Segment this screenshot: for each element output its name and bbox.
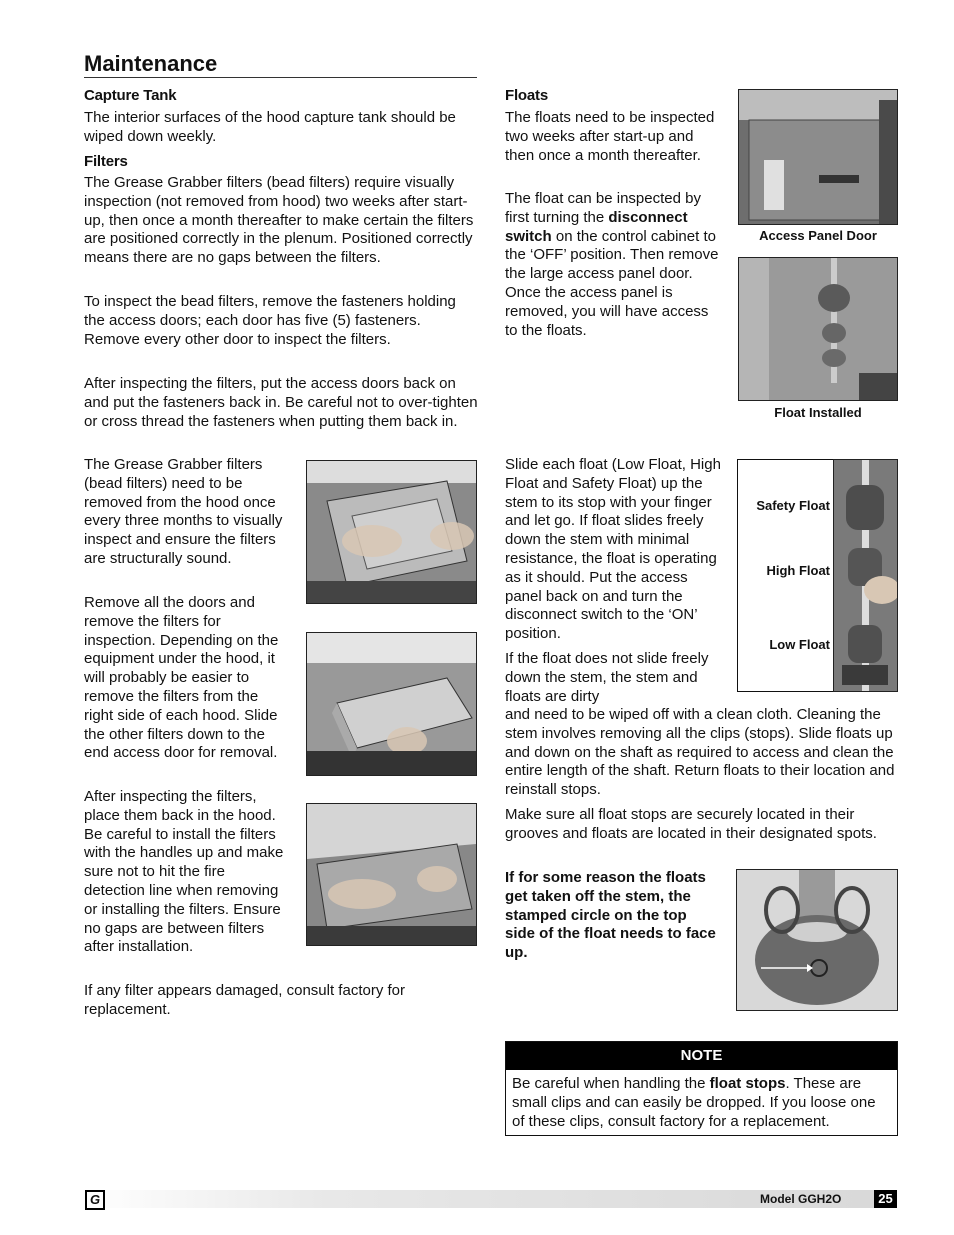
filters-p2: To inspect the bead filters, remove the fasteners holding the access doors; each door has five (5) fasteners. Remove every other door to inspect the filters.	[84, 293, 456, 348]
filters-p5: Remove all the doors and remove the filters for inspection. Depending on the equipment under the hood, it will probably be easier to remove the filters from the right side of each hood. Slide the other filters down to the end access door for removal.	[84, 594, 279, 762]
float-top-photo	[736, 869, 898, 1011]
caption-float-installed: Float Installed	[774, 405, 862, 420]
capture-tank-text: The interior surfaces of the hood capture tank should be wiped down weekly.	[84, 109, 456, 145]
float-stem-photo	[833, 459, 898, 692]
note-heading: NOTE	[506, 1042, 897, 1070]
filters-p6: After inspecting the filters, place them back in the hood. Be careful to install the filters with the handles up and make sure not to hit the fire detection line when removing or installing the filters. Ensure no gaps are between filters after installation.	[84, 788, 284, 956]
filter-photo-2	[306, 632, 477, 776]
filters-p3: After inspecting the filters, put the access doors back on and put the fasteners back in. Be careful not to over-tighten or cross thread the fasteners when putting them back in.	[84, 375, 478, 430]
note-box	[505, 1041, 898, 1136]
filters-p1: The Grease Grabber filters (bead filters) require visually inspection (not removed from hood) two weeks after start-up, then once a month thereafter to make certain the filters are positioned correctly in the plenum. Positioned correctly means there are no gaps between the filters.	[84, 174, 474, 267]
floats-heading: Floats	[505, 87, 548, 104]
floats-p4: If the float does not slide freely down the stem, the stem and floats are dirty	[505, 650, 709, 705]
note-text: Be careful when handling the float stops. These are small clips and can easily be dropped. If you loose one of these clips, consult factory for a replacement.	[512, 1075, 876, 1130]
filters-p7: If any filter appears damaged, consult factory for replacement.	[84, 982, 405, 1018]
title-rule	[84, 77, 477, 78]
capture-tank-heading: Capture Tank	[84, 87, 177, 104]
filter-photo-3	[306, 803, 477, 946]
filters-p4: The Grease Grabber filters (bead filters) need to be removed from the hood once every three months to visually inspect and ensure the filters are structurally sound.	[84, 456, 283, 567]
floats-p2: The float can be inspected by first turning the disconnect switch on the control cabinet to the ‘OFF’ position. Then remove the large access panel door. Once the access panel is removed, you will have access to the floats.	[505, 190, 719, 339]
label-high-float: High Float	[766, 563, 830, 578]
floats-p5: Make sure all float stops are securely located in their grooves and floats are located in their designated spots.	[505, 806, 877, 842]
filter-photo-1	[306, 460, 477, 604]
access-panel-photo	[738, 89, 898, 225]
caption-access-panel: Access Panel Door	[759, 228, 877, 243]
label-low-float: Low Float	[769, 637, 830, 652]
floats-p3: Slide each float (Low Float, High Float and Safety Float) up the stem to its stop with your finger and let go. If float slides freely down the stem with minimal resistance, the float is operating as it should. Put the access panel back on and turn the disconnect switch to the ‘ON’ position.	[505, 456, 721, 643]
float-installed-photo	[738, 257, 898, 401]
floats-p4-cont: and need to be wiped off with a clean cloth. Cleaning the stem involves removing all the clips (stops). Slide floats up and down on the shaft as required to access and clean the entire length of the shaft. Return floats to their location and reinstall stops.	[505, 706, 895, 799]
page-title: Maintenance	[84, 51, 218, 76]
brand-logo: G	[85, 1190, 105, 1210]
float-labels-box	[737, 459, 835, 692]
footer-model: Model GGH2O	[760, 1192, 842, 1206]
label-safety-float: Safety Float	[756, 498, 830, 513]
floats-p6: If for some reason the floats get taken off the stem, the stamped circle on the top side of the float needs to face up.	[505, 869, 716, 962]
page-number: 25	[874, 1190, 897, 1208]
filters-heading: Filters	[84, 153, 128, 170]
floats-p1: The floats need to be inspected two weeks after start-up and then once a month thereafter.	[505, 109, 715, 164]
